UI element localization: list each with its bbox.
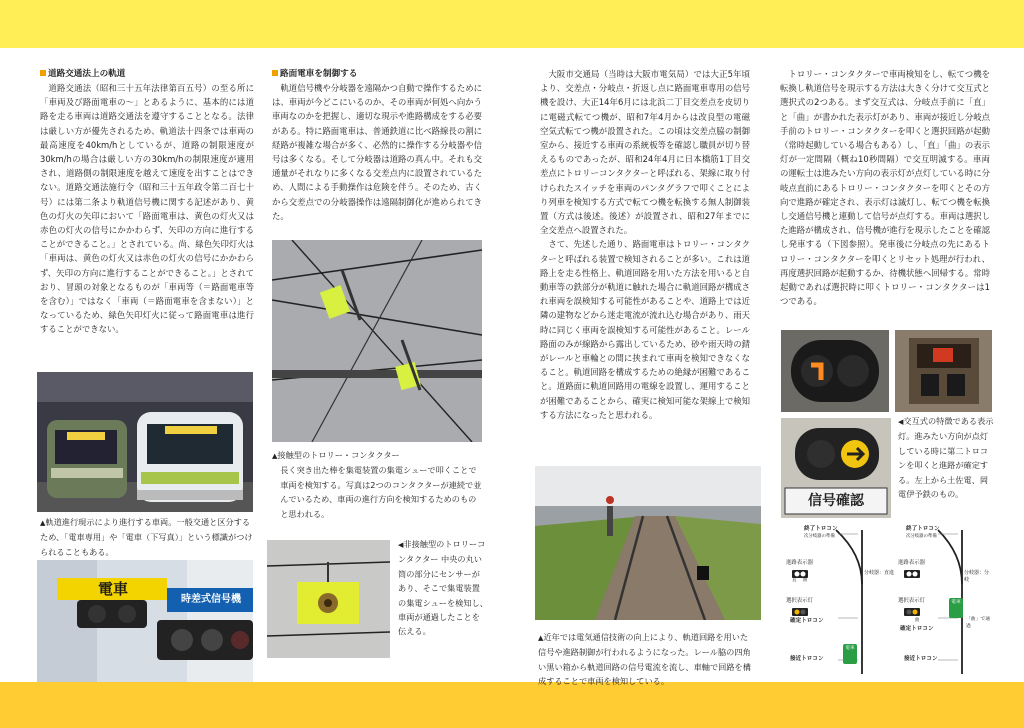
photo-track-circuit [535,466,761,620]
column-3 [540,67,750,422]
diagram-left-end-label: 終了トロコン [804,526,838,532]
photo-tram-signal [37,560,253,682]
caption-track-circuit: ▲近年では電気通信技術の向上により、軌道回路を用いた信号や進路制御が行われるようになった。レール脇の四角い黒い箱から軌道回路の信号電流を流し、車軸で回路を構成することで車両を検知している。 [538,632,751,687]
alternating-system-diagram [778,524,992,676]
caption-contact-trolley-contactor: ▲接触型のトロリー・コンタクター 長く突き出た棒を集電装置の集電シューで叩くことで車両を検知する。写真は2つのコンタクターが連続で並んでいるため、車両の進行方向を検知するためのものと思われる。 [272,450,482,519]
photo-indicator-iyotetsu [781,418,891,518]
diagram-right-approach: 接近トロコン [904,656,938,662]
section-heading-1 [40,67,254,81]
diagram-left-curve-label: 曲 [803,578,808,583]
col3-para2: さて、先述した通り、路面電車はトロリー・コンタクターと呼ばれる装置で検知されることが多い。これは道路上を走る性格上、軌道回路を用いた方法を用いると自動車等の鉄部分が軌道に触れた場合に軌道回路が構成され車両を誤検知する可能性があることや、道路上では近隣の建物などから迷走電流が流れ込む場合があり、雨天時に同じく車両を誤検知する可能性があること。レール路面のみが線路から露出しているため、砂や雨天時の錆がレールと車輪との間に挟まれて車両を検知できなくなること。軌道回路を構成するための絶縁が困難であること。道路面に軌道回路用の電線を設置し、運用することが困難であることから、確実に検知可能な架線上で検知する方法になったと思われる。 [540,239,750,420]
col2-body: 軌道信号機や分岐器を遠隔かつ自動で操作するためには、車両が今どこにいるのか、その車両が何処へ向かう車両なのかを把握し、適切な現示や進路構成をする必要がある。特に路面電車は、普通鉄道に比べ路線長の割に経路が複雑な場合が多く、必然的に操作する分岐器や信号は多くなる。そして分岐器は道路の真ん中。それも交通量がそれなりに多くなる交差点内に設置されているため、人間による手動操作は危険を伴う。そのため、古くから交差点での分岐器操作は遠隔制御化が進められてきた。 [272,83,482,221]
diagram-right-end-sub: 次分岐器の準備 [906,534,937,539]
section-heading-2-text: 路面電車を制御する [280,69,358,79]
diagram-right-confirm: 確定トロコン [900,626,934,632]
section-heading-2 [272,67,482,81]
heading-marker-icon [40,70,46,76]
caption-pointer-icon: ▲ [40,519,46,527]
caption-indicators: ◀交互式の特徴である表示灯。進みたい方向が点灯している時に第二トロコンを叩くと進路が確定する。左上から土佐電、岡電伊予鉄のもの。 [898,416,994,500]
caption-pointer-icon: ▲ [272,452,278,460]
column-1 [40,67,254,337]
col4-body: トロリー・コンタクターで車両検知をし、転てつ機を転換し軌道信号を現示する方法は大きく分けて交互式と選択式の2つある。まず交互式は、分岐点手前に「直」と「曲」が書かれた表示灯があり、車両が接近し分岐点手前のトロリー・コンタクターを叩くと選択回路が起動（常時起動している場合もある）し、「直」「曲」の表示灯が一定間隔（概ね10秒間隔）で交互明滅する。車両の運転士は進みたい方向の表示灯が点灯している時に分岐点直前にあるトロリー・コンタクターを叩くとその方向で進路が確定され、表示灯は滅灯し、転てつ機を転換し交通信号機と連動して信号が点灯する。車両は選択した進路が構成され、信号機が進行を現示したことを確認し発車する（下図参照）。発車後に分岐点の先にあるトロリー・コンタクターを叩くとリセット処理が行われ、再度選択回路が起動するか、待機状態へ回帰する。常時起動であれば選択時に叩くトロリー・コンタクターは1つである。 [780,69,990,307]
heading-marker-icon [272,70,278,76]
photo-indicator-okaden [895,330,992,412]
diagram-right-note: 「曲」で通過 [966,617,990,629]
column-4 [780,67,990,308]
column-2 [272,67,482,223]
sign-timing-signal: 時差式信号機 [181,594,241,605]
sign-tram: 電車 [97,580,128,598]
diagram-left-straight-label: 直 [792,578,797,583]
diagram-left-route-display: 進路表示器 [786,560,813,566]
diagram-right-curve-label: 曲 [915,618,920,623]
photo-indicator-tosaden [781,330,889,412]
diagram-left-select-display: 選択表示灯 [786,598,813,604]
caption-pointer-icon: ▲ [538,634,544,642]
diagram-right-car: 電車 [951,600,961,605]
diagram-left-confirm: 確定トロコン [790,618,824,624]
diagram-left-branch-state: 分岐器：直進 [864,570,895,576]
col3-para1: 大阪市交通局（当時は大阪市電気局）では大正5年頃より、交差点・分岐点・折返し点に路面電車専用の信号機を設け、大正14年6月には北浜二丁目交差点を皮切りに電磁式転てつ機が、昭和7年4月からは改良型の電磁空気式転てつ機が設置された。この頃は交差点脇の制御室から、接近する車両の系統板等を確認し職員が切り替えるものであったが、昭和24年4月に日本橋筋1丁目交差点にトロリーコンタクターと呼ばれる、架線に取り付けられたスイッチを車両のパンタグラフで叩くことにより列車を検知する方式で転てつ機を転換する無人制御装置（方式は後述。後述）が設置され、昭和27年までに全交差点へ設置された。 [540,69,750,236]
diagram-right-branch-state: 分岐器：分岐 [964,570,990,583]
diagram-left-car: 電車 [845,646,855,651]
diagram-right-select-display: 選択表示灯 [898,598,925,604]
photo-contact-trolley-contactor [272,240,482,442]
section-heading-1-text: 道路交通法上の軌道 [48,69,126,79]
diagram-left-approach: 接近トロコン [790,656,824,662]
diagram-right-end-label: 終了トロコン [906,526,940,532]
caption-pointer-icon: ◀ [898,418,904,426]
diagram-left-end-sub: 次分岐器の準備 [804,534,835,539]
photo-trams [37,372,253,512]
top-band [0,0,1024,48]
caption-trams: ▲軌道進行現示により進行する車両。一般交通と区分するため、「電車専用」や「電車（下写真）」という標識がつけられることもある。 [40,517,253,557]
caption-noncontact-trolley-contactor: ◀非接触型のトロリーコンタクター 中央の丸い筒の部分にセンサーがあり、そこで集電装置の集電シューを検知し、車両が通過したことを伝える。 [398,539,488,637]
col1-body: 道路交通法（昭和三十五年法律第百五号）の至る所に「車両及び路面電車の～」とあるように、基本的には道路を走る車両は道路交通法を遵守することとなる。法律は厳しい方が優先されるため、軌道法十四条では車両の最高速度を40km/hとしているが、道路の制限速度が30km/hの場合は厳しい方の30km/hの制限速度が適用され、道路側の制限速度を越えて速度を出すことはできない。道路交通法施行令（昭和三十五年政令第二百七十号）には第二条より軌道信号機に関する記述があり、黄色の灯火の矢印において「路面電車は、黄色の灯火又は赤色の灯火の信号にかかわらず、矢印の方向に進行することができること。」とされている。尚、緑色矢印灯火は「車両は、黄色の灯火又は赤色の灯火の信号にかかわらず、矢印の方向に進行することができること。」とされており、冒頭の対象となるものが「車両等（＝路面電車等を含む）」ではなく「車両（＝路面電車を含まない）」となっているため、緑色矢印灯火に従って路面電車は進行することができない。 [40,83,254,335]
sign-signal-confirm: 信号確認 [808,493,864,509]
diagram-right-route-display: 進路表示器 [898,560,925,566]
bottom-band [0,682,1024,728]
caption-pointer-icon: ◀ [398,541,404,549]
photo-noncontact-trolley-contactor [267,540,390,658]
